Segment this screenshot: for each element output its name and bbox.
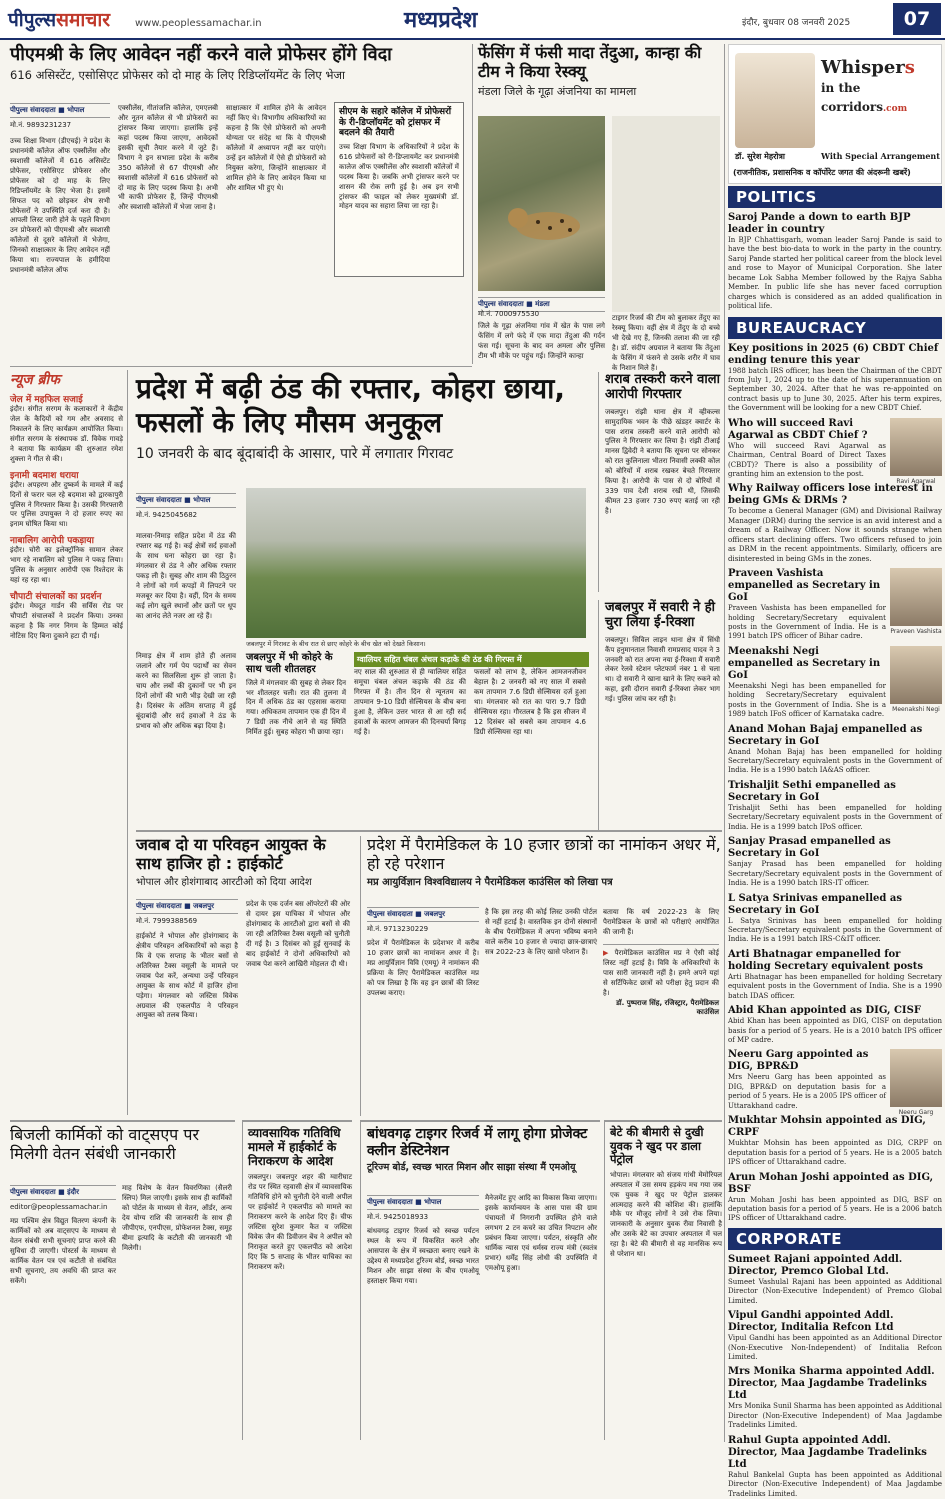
side-item-body: Arti Bhatnagar has been empanelled for holding Secretary equivalent posts in the Government of India. She is a 1990 batch IDAS officer.: [728, 972, 942, 1000]
bureaucracy-item: [728, 1049, 942, 1117]
box-title: ग्वालियर सहित चंबल अंचल कड़ाके की ठंड की गिरफ्त में: [354, 652, 589, 667]
brief-title: इनामी बदमाश धराया: [10, 470, 79, 481]
portrait-photo: [890, 568, 942, 636]
divider: [10, 366, 472, 367]
side-item-title: Sumeet Rajani appointed Addl. Director, Premco Global Ltd.: [728, 1253, 903, 1277]
mobile: मो.नं. 7999388569: [136, 917, 198, 925]
side-item-title: Sanjay Prasad empanelled as Secretary in GoI: [728, 836, 891, 860]
story-subhead: 616 असिस्टेंट, एसोसिएट प्रोफेसर को दो माह के लिए रिडिप्लॉयमेंट के लिए भेजा: [10, 68, 346, 83]
byline: पीपुल्स संवाददाता ■ जबलपुर: [136, 899, 238, 914]
logo: पीपुल्ससमाचार: [8, 9, 111, 31]
bureaucracy-item: [728, 1172, 942, 1224]
brief-title: चौपाटी संचालकों का प्रदर्शन: [10, 592, 102, 603]
side-item-body: Praveen Vashista has been empanelled for holding Secretary/Secretary equivalent posts in the Government of India. He is a 1991 batch IPS officer of Bihar cadre.: [728, 604, 886, 641]
side-item-body: To become a General Manager (GM) and Divisional Railway Manager (DRM) during the service is an avid interest and a dream of a Railway Officer. Now it sounds strange when officers start declining offers. Two officers refused to join as DRM in the recent appointments. Similarly, officers are disinterested in being GMs in the zones.: [728, 507, 942, 563]
byline: पीपुल्स संवाददाता ■ मंडला: [478, 297, 605, 312]
story-column: एक्सीलेंस, गीतांजलि कॉलेज, एमएलबी और नूतन कॉलेज से भी प्रोफेसरों का ट्रांसफर किया जाएगा। हालांकि इन्हें कहां पदस्थ किया जाएगा, आवेदकों इसकी सूची तैयार करने में जुटे हैं। विभाग ने इन सभाला प्रदेश के करीब 350 कॉलेजों से 67 पीएमश्री और स्वशासी कॉलेजों में 616 प्रोफेसरों को दो माह के लिए पदस्थ किया है। अभी भी काफी प्रोफेसर हैं, जिन्हें पीएमश्री और स्वशासी कॉलेजों में भेजा जाना है।: [118, 104, 218, 212]
leopard-col2-top: [612, 116, 720, 312]
politics-heading: POLITICS: [728, 186, 942, 208]
story-tiger: [360, 1120, 600, 1440]
story-column: बांधवगढ़ टाइगर रिजर्व को स्वच्छ पर्यटन स्थल के रूप में विकसित करने और आसपास के क्षेत्र में स्वच्छता बनाए रखने के उद्देश्य से मध्यप्रदेश टूरिज्म बोर्ड, स्वच्छ भारत मिशन और साझा संस्था के बीच एमओयू हस्ताक्षर किया गया।: [367, 1226, 479, 1285]
arrangement: With Special Arrangement: [821, 151, 940, 161]
byline: पीपुल्स संवाददाता ■ भोपाल: [136, 493, 236, 508]
bureaucracy-item: [728, 724, 942, 776]
bureaucracy-item: [728, 1115, 942, 1167]
story-headline: व्यावसायिक गतिविधि मामले में हाईकोर्ट के निराकरण के आदेश: [248, 1126, 341, 1169]
bureaucracy-item: [728, 780, 942, 832]
story-column: हाईकोर्ट ने भोपाल और होशंगाबाद के क्षेत्रीय परिवहन अधिकारियों को कहा है कि वे एक सप्ताह के भीतर बसों से अतिरिक्त टैक्स वसूली के मामले पर जवाब पेश करें, अन्यथा उन्हें परिवहन आयुक्त के साथ कोर्ट में हाजिर होना पड़ेगा। मंगलवार को जस्टिस विवेक अग्रवाल की एकलपीठ ने परिवहन आयुक्त को तलब किया।: [136, 931, 238, 1020]
bureaucracy-item: [728, 417, 942, 485]
byline: पीपुल्स संवाददाता ■ भोपाल: [367, 1195, 479, 1210]
story-column: मैनेजमेंट हुए आदि का विकास किया जाएगा। इसके कार्यान्वयन के आस पास की ग्राम पंचायतों में निगरानी उपस्थित होने वाले लगभग 2 टन कचरे का उचित निपटान और प्रबंधन किया जाएगा। पर्यटन, संस्कृति और धार्मिक न्यास एवं धर्मस्व राज्य मंत्री (स्वतंत्र प्रभार) धर्मेंद्र सिंह लोधी की उपस्थिति में एमओयू हुआ।: [485, 1194, 597, 1272]
bureaucracy-item: [728, 1005, 942, 1045]
side-item-title: Why Railway officers lose interest in being GMs & DRMs ?: [728, 483, 933, 507]
box-title: जबलपुर में भी कोहरे के साथ चली शीतलहर: [246, 652, 333, 675]
website-link[interactable]: www.peoplessamachar.in: [135, 18, 262, 29]
story-headline: पीएमश्री के लिए आवेदन नहीं करने वाले प्रोफेसर होंगे विदा: [10, 44, 392, 65]
side-item-title: Mrs Monika Sharma appointed Addl. Director, Maa Jagdambe Tradelinks Ltd: [728, 1366, 935, 1402]
side-item-title: Neeru Garg appointed as DIG, BPR&D: [728, 1049, 869, 1073]
bureaucracy-item: [728, 893, 942, 945]
brief-item: [10, 468, 123, 531]
byline: पीपुल्स संवाददाता ■ भोपाल: [10, 103, 110, 118]
story-headline: प्रदेश में पैरामेडिकल के 10 हजार छात्रों का नामांकन अधर में, हो रहे परेशान: [367, 835, 721, 873]
side-item-body: Mukhtar Mohsin has been appointed as DIG, CRPF on deputation basis for a period of 5 years. He is a 2005 batch IPS officer of Uttarakhand cadre.: [728, 1139, 942, 1167]
story-headline: प्रदेश में बढ़ी ठंड की रफ्तार, कोहरा छाया, फसलों के लिए मौसम अनुकूल: [136, 372, 566, 440]
story-body: जबलपुर। जबलपुर शहर की ग्वारीघाट रोड पर स्थित रहवासी क्षेत्र में व्यावसायिक गतिविधि होने को चुनौती देने वाली अपील पर हाईकोर्ट ने एकलपीठ को मामले का निराकरण करने के आदेश दिए हैं। चीफ जस्टिस सुरेश कुमार कैत व जस्टिस विवेक जैन की डिवीजन बेंच ने अपील को निराकृत करते हुए एकलपीठ को आदेश दिए कि 5 सप्ताह के भीतर याचिका का निराकरण करें।: [248, 1173, 352, 1271]
side-item-title: Trishaljit Sethi empanelled as Secretary in GoI: [728, 779, 896, 803]
quote-author: डॉ. पुष्पराज सिंह, रजिस्ट्रार, पैरामेडिकल काउंसिल: [616, 998, 719, 1017]
photo-caption: Praveen Vashista: [890, 628, 942, 636]
mobile: मो.नं. 9893231237: [10, 121, 72, 129]
side-item-body: 1988 batch IRS officer, has been the Chairman of the CBDT from July 1, 2024 up to the date of his superannuation on September 30, 2024. After that he was re-appointed on contract basis up to June 30, 2025. After his term expires, the Government will be looking for a new CBDT Chief.: [728, 366, 942, 413]
side-item-title: Who will succeed Ravi Agarwal as CBDT Chief ?: [728, 417, 868, 441]
side-item-title: Mukhtar Mohsin appointed as DIG, CRPF: [728, 1115, 926, 1139]
side-item-body: Arun Mohan Joshi has been appointed as DIG, BSF on deputation basis for a period of 5 years. He is a 2006 batch IPS officer of Uttarakhand cadre.: [728, 1195, 942, 1223]
box-body: नए साल की शुरुआत से ही ग्वालियर सहित समूचा चंबल अंचल कड़ाके की ठंड की गिरफ्त में है। तीन दिन से न्यूनतम का तापमान 9-10 डिग्री सेल्सियस के बीच बना हुआ है, लेकिन उत्तर भारत से आ रही सर्द हवाओं के कारण आमजन की दिनचर्या बिगड़ गई है।: [354, 668, 466, 736]
story-erickshaw: [598, 600, 720, 830]
brief-body: इंदौर। मेघदूत गार्डन की सर्विस रोड पर चौपाटी संचालकों ने प्रदर्शन किया। उनका कहना है कि नगर निगम के हिम्मत कोई नोटिस दिए बिना दुकाने हटा दी गई।: [10, 602, 123, 640]
story-body: भोपाल। मंगलवार को संजय गांधी मेमोरियल अस्पताल में उस समय हड़कंप मच गया जब एक युवक ने खुद पर पेट्रोल डालकर आत्मदाह करने की कोशिश की। हालांकि मौके पर मौजूद लोगों ने उसे रोक लिया। जानकारी के अनुसार युवक रीवा निवासी है और उसके बेटे का उपचार अस्पताल में चल रहा है। बेटे की बीमारी से वह मानसिक रूप से परेशान था।: [610, 1170, 722, 1259]
news-brief: [10, 370, 128, 1115]
side-item-title: Meenakshi Negi empanelled as Secretary in GoI: [728, 645, 881, 681]
divider: [724, 44, 725, 1442]
story-column: टाइगर रिजर्व की टीम को बुलाकर तेंदुए का रेस्क्यू किया। वहीं क्षेत्र में तेंदुए के दो बच्चे भी देखे गए हैं, जिनकी तलाश की जा रही है। डॉ. संदीप अग्रवाल ने बताया कि तेंदुआ के फेंसिंग में फंसने से उसके शरीर में घाव के निशान मिले हैं।: [612, 314, 720, 372]
side-item-title: Vipul Gandhi appointed Addl. Director, Inditalia Refcon Ltd: [728, 1310, 894, 1334]
brief-body: इंदौर। चोरी का इलेक्ट्रॉनिक सामान लेकर भाग रहे नाबालिग को पुलिस ने पकड़ लिया। पुलिस के अनुसार आरोपी एक रिश्तेदार के यहां रह रहा था।: [10, 546, 123, 585]
leopard-photo: [478, 116, 605, 291]
whispers-header: [728, 44, 942, 184]
photo-caption: Ravi Agarwal: [896, 477, 936, 485]
bureaucracy-item: [728, 568, 942, 642]
box-title: सीएम के सहारे कॉलेज में प्रोफेसरों के री-डिप्लॉयमेंट को ट्रांसफर में बदलने की तैयारी: [339, 107, 452, 139]
brief-item: [10, 533, 123, 586]
corporate-item: [728, 1435, 942, 1499]
brief-title: जेल में महफिल सजाई: [10, 395, 83, 405]
side-item-title: Anand Mohan Bajaj empanelled as Secretary in GoI: [728, 723, 923, 747]
side-item-body: Abid Khan has been appointed as DIG, CISF on deputation basis for a period of 5 years. He is a 2010 batch IPS officer of MP cadre.: [728, 1017, 942, 1044]
story-column: साक्षात्कार में शामिल होने के आवेदन नहीं किए थे। विभागीय अधिकारियों का कहना है कि ऐसे प्रोफेसरों को अपनी योग्यता पर संदेह था कि वे पीएमश्री कॉलेजों में अध्यापन नहीं कर पाएंगे। उन्हें इन कॉलेजों में ऐसे ही प्रोफेसरों को नियुक्त करेगा, जिन्होंने साक्षात्कार में शामिल होने के लिए आवेदन किया था और शामिल भी हुए थे।: [226, 104, 326, 192]
side-item-body: Anand Mohan Bajaj has been empanelled for holding Secretary/Secretary equivalent posts in the Government of India. He is a 1990 batch IA&AS officer.: [728, 747, 942, 775]
section-title: मध्यप्रदेश: [404, 8, 478, 33]
whispers-title: Whispers in the corridors.com: [821, 57, 915, 114]
author-photo: [735, 53, 815, 148]
story-headline: बेटे की बीमारी से दुखी युवक ने खुद पर डाला पेट्रोल: [610, 1125, 704, 1167]
brief-item: [10, 589, 123, 642]
page-number: 07: [893, 3, 941, 35]
dateline: इंदौर, बुधवार 08 जनवरी 2025: [742, 18, 851, 28]
email[interactable]: editor@peoplessamachar.in: [10, 1203, 108, 1211]
masthead: [0, 0, 945, 40]
side-item-title: Praveen Vashista empanelled as Secretary in GoI: [728, 568, 881, 604]
side-item-title: L Satya Srinivas empanelled as Secretary in GoI: [728, 892, 902, 916]
story-electricity: [10, 1120, 235, 1440]
sidebar-box: [334, 102, 464, 277]
box-body: फसलों को लाभ है, लेकिन आमजनजीवन बेहाल है। 2 जनवरी को नए साल में सबसे कम तापमान 7.6 डिग्री सेल्सियस दर्ज हुआ था। मंगलवार को रात का पारा 9.7 डिग्री सेल्सियस रहा। गौरतलब है कि इस सीजन में 12 दिसंबर को सबसे कम तापमान 4.6 डिग्री सेल्सियस रहा था।: [474, 668, 586, 736]
side-item-body: Sumeet Vashulal Rajani has been appointed as Additional Director (Non-Executive Independent) of Premco Global Limited.: [728, 1277, 942, 1305]
side-item-body: Mrs Neeru Garg has been appointed as DIG, BPR&D on deputation basis for a period of 5 years. He is a 2005 IPS officer of Uttarakhand cadre.: [728, 1073, 886, 1110]
story-headline: शराब तस्करी करने वाला आरोपी गिरफ्तार: [605, 372, 720, 403]
bureaucracy-heading: BUREAUCRACY: [728, 317, 942, 339]
side-item-title: Rahul Gupta appointed Addl. Director, Maa Jagdambe Tradelinks Ltd: [728, 1434, 927, 1470]
side-item-body: Meenakshi Negi has been empanelled for holding Secretary/Secretary equivalent posts in the Government of India. She is a 1989 batch IFoS officer of Karnataka cadre.: [728, 681, 886, 719]
bureaucracy-item: [728, 836, 942, 888]
story-court: [136, 836, 351, 1116]
story-headline: जवाब दो या परिवहन आयुक्त के साथ हाजिर हो : हाईकोर्ट: [136, 835, 326, 873]
box-jabalpur: [246, 652, 346, 802]
corporate-heading: CORPORATE: [728, 1228, 942, 1250]
side-item-body: Mrs Monika Sunil Sharma has been appointed as Additional Director (Non-Executive Independent) of Maa Jagdambe Tradelinks Limited.: [728, 1402, 942, 1430]
corporate-item: [728, 1366, 942, 1430]
side-item-body: L Satya Srinivas has been empanelled for holding Secretary/Secretary equivalent posts in the Government of India. He is a 1991 batch IRS-C&IT officer.: [728, 916, 942, 944]
story-pmshri: [10, 44, 465, 279]
box-body: उच्च शिक्षा विभाग के अधिकारियों ने प्रदेश के 616 प्रोफेसरों को री-डिप्लायमेंट कर प्रधानमंत्री कालेज ऑफ एक्सीलेंस और स्वशासी कॉलेजों में पदस्थ किया है। जबकि अभी ट्रांसफर करने पर शासन की रोक लगी हुई है। अब इन सभी ट्रांसफर की फाइल को लेकर मुख्यमंत्री डॉ. मोहन यादव का सहारा लिया जा रहा है।: [339, 142, 459, 211]
story-subhead: भोपाल और होशंगाबाद आरटीओ को दिया आदेश: [136, 876, 312, 888]
story-headline: फेंसिंग में फंसी मादा तेंदुआ, कान्हा की टीम ने किया रेस्क्यू: [478, 43, 702, 81]
photo-caption: Meenakshi Negi: [892, 705, 940, 713]
story-subhead: 10 जनवरी के बाद बूंदाबांदी के आसार, पारे में लगातार गिरावट: [136, 446, 454, 463]
leopard-image: [478, 116, 605, 291]
side-item-body: Rahul Bankelal Gupta has been appointed as Additional Director (Non-Executive Independent) of Maa Jagdambe Tradelinks Limited.: [728, 1470, 942, 1498]
story-column: माह विशेष के वेतन विवरणिका (सैलरी स्लिप) मिल जाएगी। इसके साथ ही कार्मिकों को पोर्टल के माध्यम से वेतन, ऑर्डर, अन्य देय योग्य राशि की जानकारी के साथ ही जीपीएफ, एनपीएस, प्रोफेशनल टैक्स, समूह बीमा इत्यादि के कटौती की जानकारी भी मिलेगी।: [122, 1184, 232, 1252]
story-column: है कि इस तरह की कोई लिस्ट उनकी पोर्टल से नहीं हटाई है। वास्तविक इन दोनों संस्थानों के बीच पैरामेडिकल में अपना भविष्य बनाने वाले करीब 10 हजार से ज्यादा छात्र-छात्राएं सत्र 2022-23 के लिए खासे परेशान हैं।: [485, 908, 597, 956]
story-body: जबलपुर। सिविल लाइन थाना क्षेत्र में सिंधी कैंप हनुमानताल निवासी रामप्रसाद यादव ने 3 जनवरी को रात अपना नया ई-रिक्शा मैं सवारी लेकर रेलवे स्टेशन प्लेटफार्म नंबर 1 से चला था। दो सवारी ने खाना खाने के लिए रुकने को कहा, इसी दौरान सवारी ई-रिक्शा लेकर भाग गई। पुलिस जांच कर रही है।: [605, 635, 720, 704]
corporate-item: [728, 1254, 942, 1306]
whispers-tagline: (राजनीतिक, प्रशासनिक व कॉर्पोरेट जगत की अंदरूनी खबरें): [733, 168, 911, 177]
story-subhead: मंडला जिले के गूढ़ा अंजनिया का मामला: [478, 84, 637, 98]
side-item-body: Who will succeed Ravi Agarwal as Chairman, Central Board of Direct Taxes (CBDT)? There is also a possibility of granting him an extension to the post.: [728, 441, 886, 478]
mobile: मो.नं. 9425018933: [367, 1213, 429, 1221]
brief-list: [10, 392, 123, 642]
quote-box: ▶ पैरामेडिकल काउंसिल मप्र ने ऐसी कोई लिस्ट नहीं हटाई है। विवि के अधिकारियों के पास सारी जानकारी नहीं है। हमने अपने यहां से सर्टिफिकेट छात्रों को परीक्षा हेतु प्रदान की है।: [603, 944, 719, 999]
corporate-item: [728, 1310, 942, 1362]
story-headline: जबलपुर में सवारी ने ही चुरा लिया ई-रिक्शा: [605, 600, 716, 631]
side-item-title: Saroj Pande a down to earth BJP leader in country: [728, 212, 911, 235]
side-item-body: Vipul Gandhi has been appointed as an Additional Director (Non-Executive Non-Independent) of Inditalia Refcon Limited.: [728, 1334, 942, 1361]
mobile: मो.नं. 9713230229: [367, 925, 429, 933]
side-item-body: Trishaljit Sethi has been empanelled for holding Secretary/Secretary equivalent posts in the Government of India. He is a 1999 batch IPoS officer.: [728, 803, 942, 831]
photo-caption: Neeru Garg: [898, 1109, 934, 1117]
bureaucracy-item: [728, 483, 942, 564]
author-name: डॉ. सुरेश मेहरोत्रा: [735, 152, 785, 161]
brief-title: नाबालिग आरोपी पकड़ाया: [10, 536, 94, 547]
story-column: मालवा-निमाड़ सहित प्रदेश में ठंड की रफ्तार बढ़ गई है। कई क्षेत्रों सर्द हवाओं के साथ घना कोहरा छा रहा है। मंगलवार से ठंड ने और अधिक रफ्तार पकड़ ली है। सुबह और शाम की ठिठुरन ने लोगों को गर्म कपड़ों में लिपटने पर मजबूर कर दिया है। वहीं, दिन के समय कई लोग खुले स्थानों और छतों पर धूप का आनंद लेते नजर आ रहे हैं।: [136, 532, 236, 620]
story-subhead: टूरिज्म बोर्ड, स्वच्छ भारत मिशन और साझा संस्था मैं एमओयू: [367, 1162, 576, 1174]
story-column: प्रदेश में पैरामेडिकल के प्रदेशभर में करीब 10 हजार छात्रों का नामांकन अधर में है। मप्र आयुर्विज्ञान विवि (एमयू) ने नामांकन की प्रक्रिया के लिए पैरामेडिकल काउंसिल मप्र को पत्र लिखा है कि वह इन छात्रों की लिस्ट उपलब्ध कराए।: [367, 938, 479, 997]
byline: पीपुल्स संवाददाता ■ जबलपुर: [367, 907, 479, 922]
divider: [136, 830, 722, 832]
story-column: उच्च शिक्षा विभाग (डीएचई) ने प्रदेश के प्रधानमंत्री कॉलेज ऑफ एक्सीलेंस और स्वशासी कॉलेजों में 616 असिस्टेंट प्रोफेसर, एसोसिएट प्रोफेसर और प्रोफेसर को दो माह के लिए रिडिप्लॉयमेंट के लिए भेजा है। इसमें सिफत पद को छोड़कर शेष सभी प्रोफेसरों ने उपस्थिति दर्ज करा दी है। आपली लिस्ट जारी होने के पहले विभाग उन प्रोफेसरों को पीएमश्री और स्वशासी कॉलेजों से दूसरे कॉलेजों में भेजेगा, जिनको साक्षात्कार के लिए आवेदन नहीं किया था। राज्यपाल के हमीदिया प्रधानमंत्री कॉलेज ऑफ: [10, 136, 110, 275]
brief-body: इंदौर। अपहरण और दुष्कर्म के मामले में कई दिनों से फरार चल रहे बदमाश को द्वारकापुरी पुलिस ने गिरफ्तार किया है। उसकी गिरफ्तारी पर पुलिस उपायुक्त ने दो हजार रुपए का इनाम घोषित किया था।: [10, 480, 123, 529]
mobile: मो.नं. 7000975530: [478, 310, 540, 318]
bureaucracy-item: [728, 949, 942, 1001]
story-liquor: [598, 372, 720, 592]
news-brief-heading: न्यूज ब्रीफ: [10, 372, 60, 388]
byline: पीपुल्स संवाददाता ■ इंदौर: [10, 1185, 116, 1200]
box-gwalior: [354, 652, 589, 802]
story-headline: बांधवगढ़ टाइगर रिजर्व में लागू होगा प्रोजेक्ट क्लीन डेस्टिनेशन: [367, 1126, 588, 1159]
right-sidebar: [728, 186, 942, 1498]
story-body: जबलपुर। रांझी थाना क्षेत्र में व्हीकल्स सामुदायिक भवन के पीछे खंडहर क्वार्टर के पास शराब तस्करी करने वाले आरोपी को पुलिस ने गिरफ्तार कर लिया है। रांझी टीआई मानस द्विवेदी ने बताया कि सूचना पर सोनकर को रात कुलिनाला भीतरा निवासी लक्की कोल को बोरियों में शराब रखकर बेचते गिरफ्तार किया है। आरोपी के पास से दो बोरियों में 339 पाव देशी शराब रखी थी, जिसकी कीमत 23 हजार 730 रुपए बताई जा रही है।: [605, 407, 720, 516]
corporate-list: [728, 1254, 942, 1499]
photo-caption: जबलपुर में गिरावट के बीच रात से छाए कोहरे के बीच खेत को देखते किसान।: [246, 640, 426, 648]
story-column: निमाड़ क्षेत्र में शाम होते ही अलाव जलाने और गर्म पेय पदार्थों का सेवन करने का सिलसिला शुरू हो जाता है। चाय और लबों की दुकानों पर भी इन दिनों लोगों की भारी भीड़ देखी जा रही है। दिसंबर के अंतिम सप्ताह में हुई बूंदाबांदी और सर्द हवाओं ने ठंड के प्रभाव को और अधिक बढ़ा दिया है।: [136, 652, 236, 730]
side-item-title: Abid Khan appointed as DIG, CISF: [728, 1005, 921, 1017]
story-column: बताया कि वर्ष 2022-23 के लिए पैरामेडिकल के छात्रों को परीक्षाएं आयोजित की जानी हैं।: [603, 908, 719, 936]
portrait-photo: [890, 418, 942, 485]
divider: [472, 44, 473, 364]
story-hospital: [604, 1120, 722, 1440]
bureaucracy-item: [728, 646, 942, 720]
story-headline: बिजली कार्मिकों को वाट्सएप पर मिलेगी वेतन संबंधी जानकारी: [10, 1125, 199, 1163]
side-item-title: Arti Bhatnagar empanelled for holding Secretary equivalent posts: [728, 948, 924, 972]
story-column: जिले के गूढ़ा अंजनिया गांव में खेत के पास लगे फेंसिंग में लगे फंदे में एक मादा तेंदुआ की गर्दन फंस गई। सूचना के बाद वन अमला और पुलिस टीम भी मौके पर पहुंच गई। जिन्होंने कान्हा: [478, 322, 605, 360]
portrait-photo: [890, 1049, 942, 1117]
story-column: प्रदेश के एक दर्जन बस ऑपरेटरों की ओर से दायर इस याचिका में भोपाल और होशंगाबाद के आरटीओ द्वारा बसों से की जा रही अतिरिक्त टैक्स वसूली को चुनौती दी गई है। 3 दिसंबर को हुई सुनवाई के बाद हाईकोर्ट ने दोनों अधिकारियों को जवाब पेश करने आखिरी मोहलत दी थी।: [246, 900, 350, 968]
weather-photo: [246, 488, 586, 638]
bureaucracy-item: [728, 343, 942, 414]
portrait-photo: [890, 646, 942, 713]
story-column: मप्र पश्चिम क्षेत्र विद्युत वितरण कंपनी के कार्मिकों को अब वाट्सएप के माध्यम से वेतन संबंधी सभी सूचनाएं प्राप्त करने की सुविधा दी जाएगी। पोस्टर्स के माध्यम से कार्मिक वेतन पत्र एवं कटौती से संबंधित सभी सूचनाएं, तय अवधि की प्राप्त कर सकेंगे।: [10, 1216, 116, 1285]
side-item-body: In BJP Chhattisgarh, woman leader Saroj Pande is said to have the best bio-data to work in the party in the country. Saroj Pande started her political career from the block level and rose to Mayor of Municipal Corporation. She later became Lok Sabha Member followed by the Rajya Sabha Member. In public life she has never faced corruption charges which is considered as an added qualification in political life.: [728, 236, 942, 311]
box-body: जिले में मंगलवार की सुबह से लेकर दिन भर शीतलहर चली। रात की तुलना में दिन में अधिक ठंड का एहसास कराया गया। अधिकतम तापमान एक ही दिन में 7 डिग्री तक नीचे आने से यह स्थिति निर्मित हुई। सुबह कोहरा भी छाया रहा।: [246, 678, 346, 737]
story-subhead: मप्र आयुर्विज्ञान विश्वविद्यालय ने पैरामेडिकल काउंसिल को लिखा पत्र: [367, 876, 613, 888]
side-item-title: Key positions in 2025 (6) CBDT Chief ending tenure this year: [728, 342, 939, 366]
brief-item: [10, 392, 123, 465]
bureaucracy-list: [728, 343, 942, 1224]
side-item-body: Sanjay Prasad has been empanelled for holding Secretary/Secretary equivalent posts in the Government of India. He is a 1990 batch IRS-IT officer.: [728, 860, 942, 888]
mobile: मो.नं. 9425045682: [136, 511, 198, 519]
side-item-title: Arun Mohan Joshi appointed as DIG, BSF: [728, 1171, 934, 1195]
story-paramedical: [360, 836, 722, 1116]
story-business: [242, 1120, 352, 1440]
brief-body: इंदौर। संगीत सरगम के कलाकारों ने केंद्रीय जेल के कैदियों को गम और अवसाद से निकालने के लिए कार्यक्रम आयोजित किया। संगीत सरगम के संस्थापक डॉ. विवेक गावड़े ने बताया कि कार्यक्रम की शुरुआत रमेश शुक्ला ने गीत से की।: [10, 405, 123, 463]
